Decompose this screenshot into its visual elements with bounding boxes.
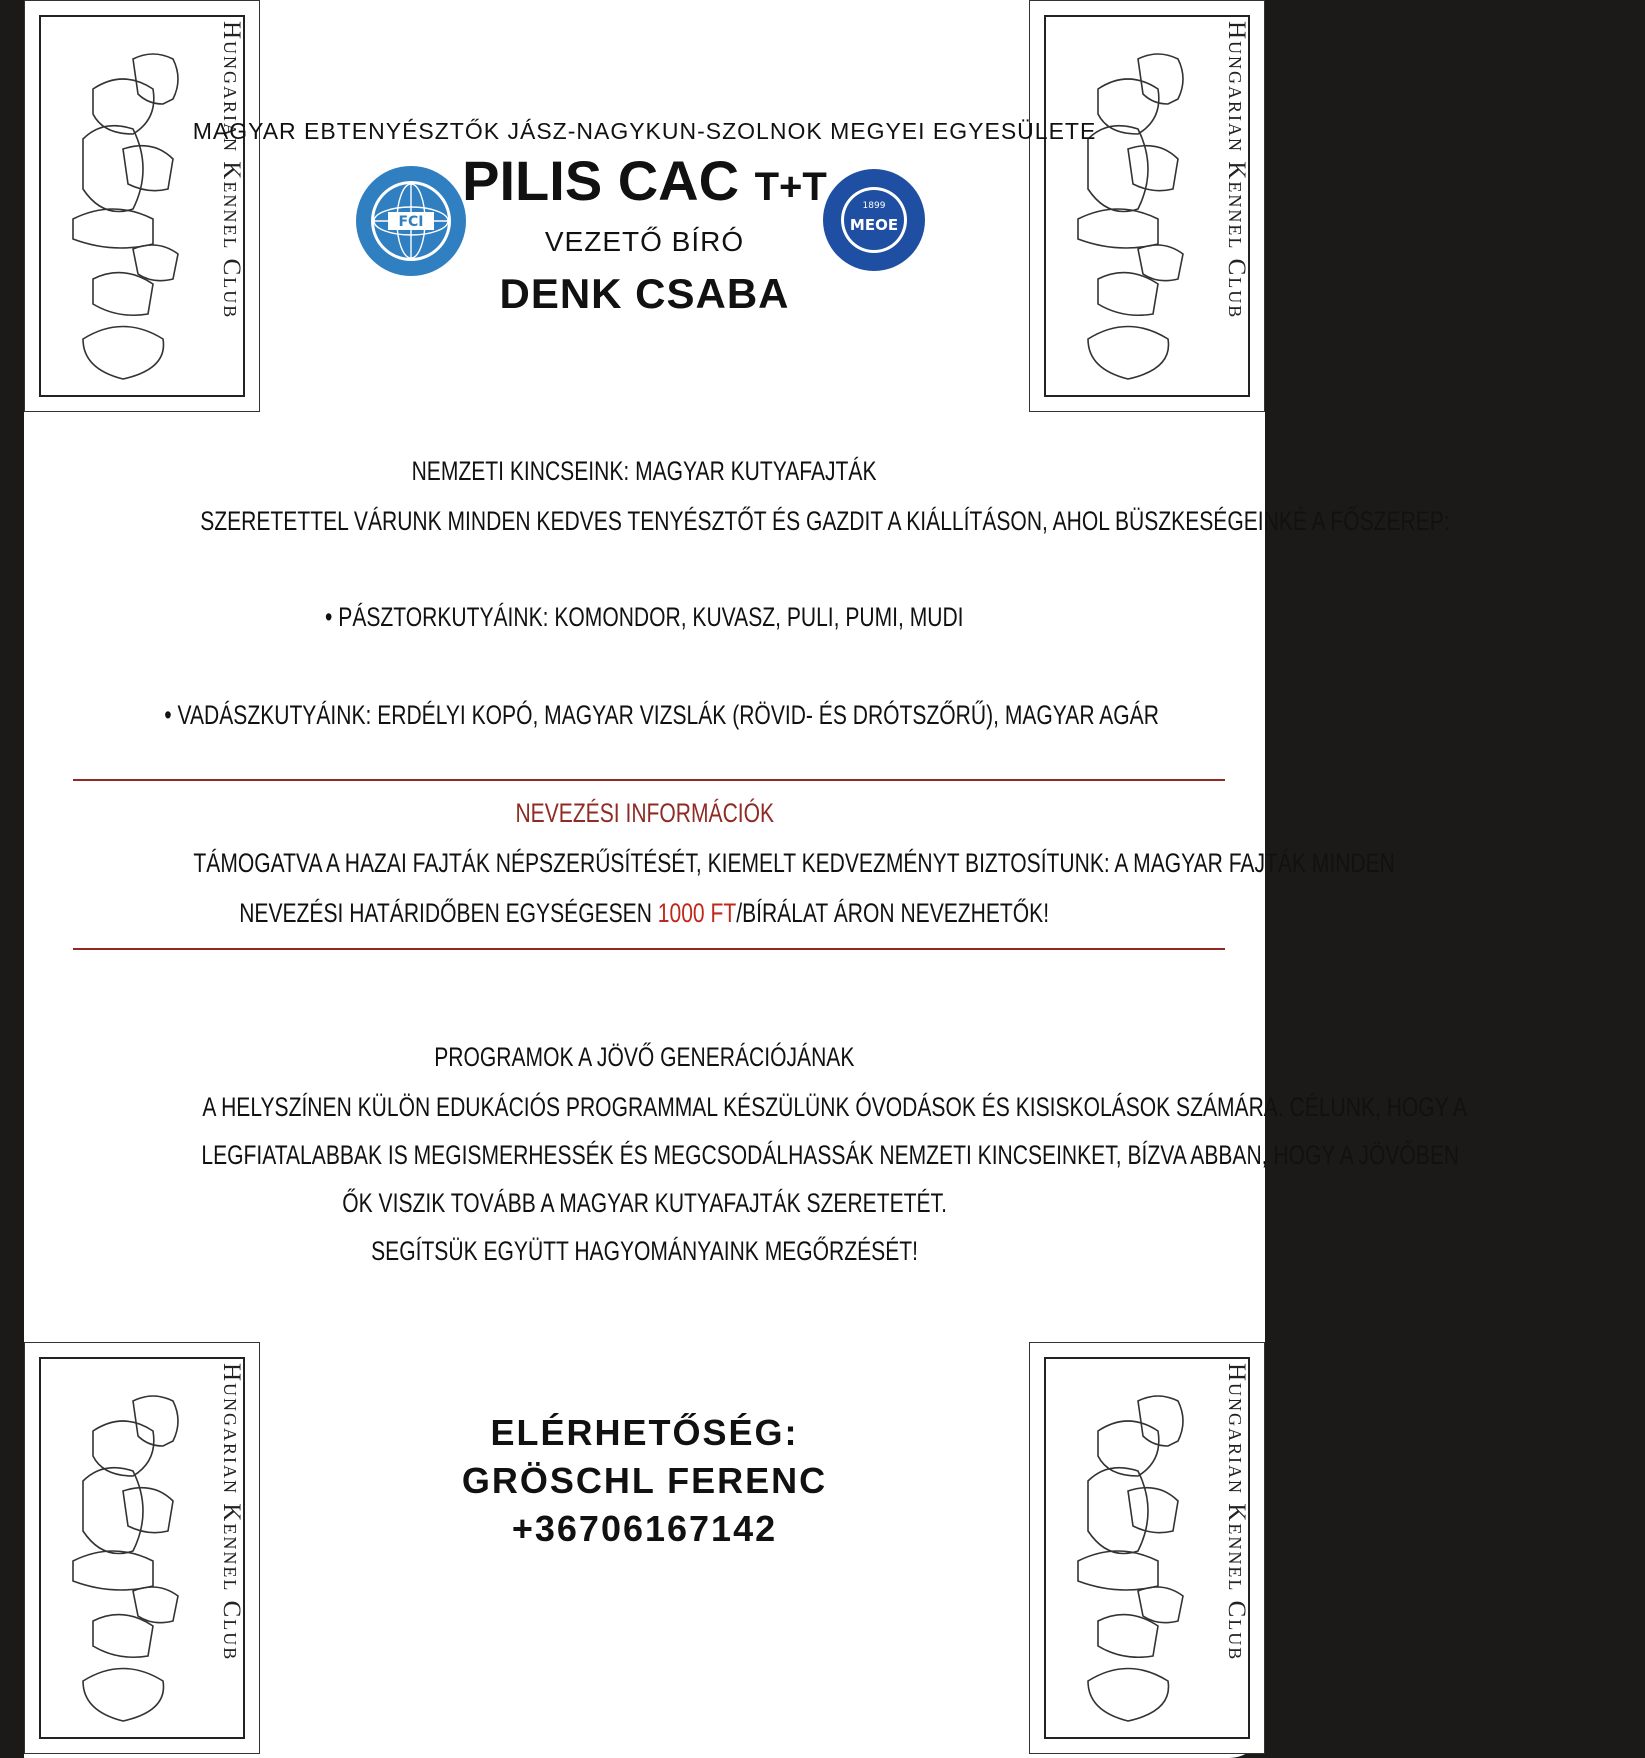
programs-line: A HELYSZÍNEN KÜLÖN EDUKÁCIÓS PROGRAMMAL KÉSZÜLÜNK ÓVODÁSOK ÉS KISISKOLÁSOK SZÁMÁRA. CÉLUNK, HOGY A <box>202 1092 1468 1122</box>
contact-name: GRÖSCHL FERENC <box>461 1460 828 1501</box>
programs-line: LEGFIATALABBAK IS MEGISMERHESSÉK ÉS MEGCSODÁLHASSÁK NEMZETI KINCSEINKET, BÍZVA ABBAN, HOGY A JÖVŐBEN <box>201 1140 1460 1170</box>
fci-logo <box>354 164 468 283</box>
programs-line: ŐK VISZIK TOVÁBB A MAGYAR KUTYAFAJTÁK SZERETETÉT. <box>342 1188 947 1218</box>
organizer-name: MAGYAR EBTENYÉSZTŐK JÁSZ-NAGYKUN-SZOLNOK MEGYEI EGYESÜLETE <box>192 118 1097 144</box>
event-title <box>24 148 1265 213</box>
entry-info-line: TÁMOGATVA A HAZAI FAJTÁK NÉPSZERŰSÍTÉSÉT, KIEMELT KEDVEZMÉNYT BIZTOSÍTUNK: A MAGYAR FAJTÁK MINDEN <box>193 848 1395 878</box>
contact-label: ELÉRHETŐSÉG: <box>490 1412 799 1453</box>
event-title-suffix: T+T <box>754 165 827 209</box>
poster <box>24 0 1468 1758</box>
hunting-breeds-bullet: • VADÁSZKUTYÁINK: ERDÉLYI KOPÓ, MAGYAR VIZSLÁK (RÖVID- ÉS DRÓTSZŐRŰ), MAGYAR AGÁR <box>164 700 1159 730</box>
lead-judge-label: VEZETŐ BÍRÓ <box>544 226 745 257</box>
entry-info-line: NEVEZÉSI HATÁRIDŐBEN EGYSÉGESEN 1000 FT/BÍRÁLAT ÁRON NEVEZHETŐK! <box>239 898 1050 928</box>
programs-title: PROGRAMOK A JÖVŐ GENERÁCIÓJÁNAK <box>434 1042 855 1072</box>
event-title-main: PILIS CAC <box>462 149 740 212</box>
badge-label: Hungarian Kennel Club <box>1223 21 1250 320</box>
herding-breeds-bullet: • PÁSZTORKUTYÁINK: KOMONDOR, KUVASZ, PULI, PUMI, MUDI <box>325 602 964 632</box>
badge-label: Hungarian Kennel Club <box>1223 1363 1250 1662</box>
fci-logo-text: FCI <box>398 214 424 230</box>
badge-label: Hungarian Kennel Club <box>218 21 245 320</box>
section-national-breeds-body: SZERETETTEL VÁRUNK MINDEN KEDVES TENYÉSZTŐT ÉS GAZDIT A KIÁLLÍTÁSON, AHOL BÜSZKESÉGEINKÉ A FŐSZEREP: <box>200 506 1450 536</box>
meoe-logo-text: MEOE <box>849 216 899 234</box>
programs-line: SEGÍTSÜK EGYÜTT HAGYOMÁNYAINK MEGŐRZÉSÉT! <box>371 1236 918 1266</box>
entry-price: 1000 FT <box>658 898 737 928</box>
section-national-breeds-title: NEMZETI KINCSEINK: MAGYAR KUTYAFAJTÁK <box>412 456 877 486</box>
lead-judge-name: DENK CSABA <box>499 270 790 317</box>
meoe-logo-year: 1899 <box>862 201 886 211</box>
divider <box>73 779 1225 781</box>
contact-phone[interactable]: +36706167142 <box>511 1508 778 1549</box>
divider <box>73 948 1225 950</box>
entry-info-title: NEVEZÉSI INFORMÁCIÓK <box>515 798 774 828</box>
badge-label: Hungarian Kennel Club <box>218 1363 245 1662</box>
meoe-logo <box>822 168 926 277</box>
